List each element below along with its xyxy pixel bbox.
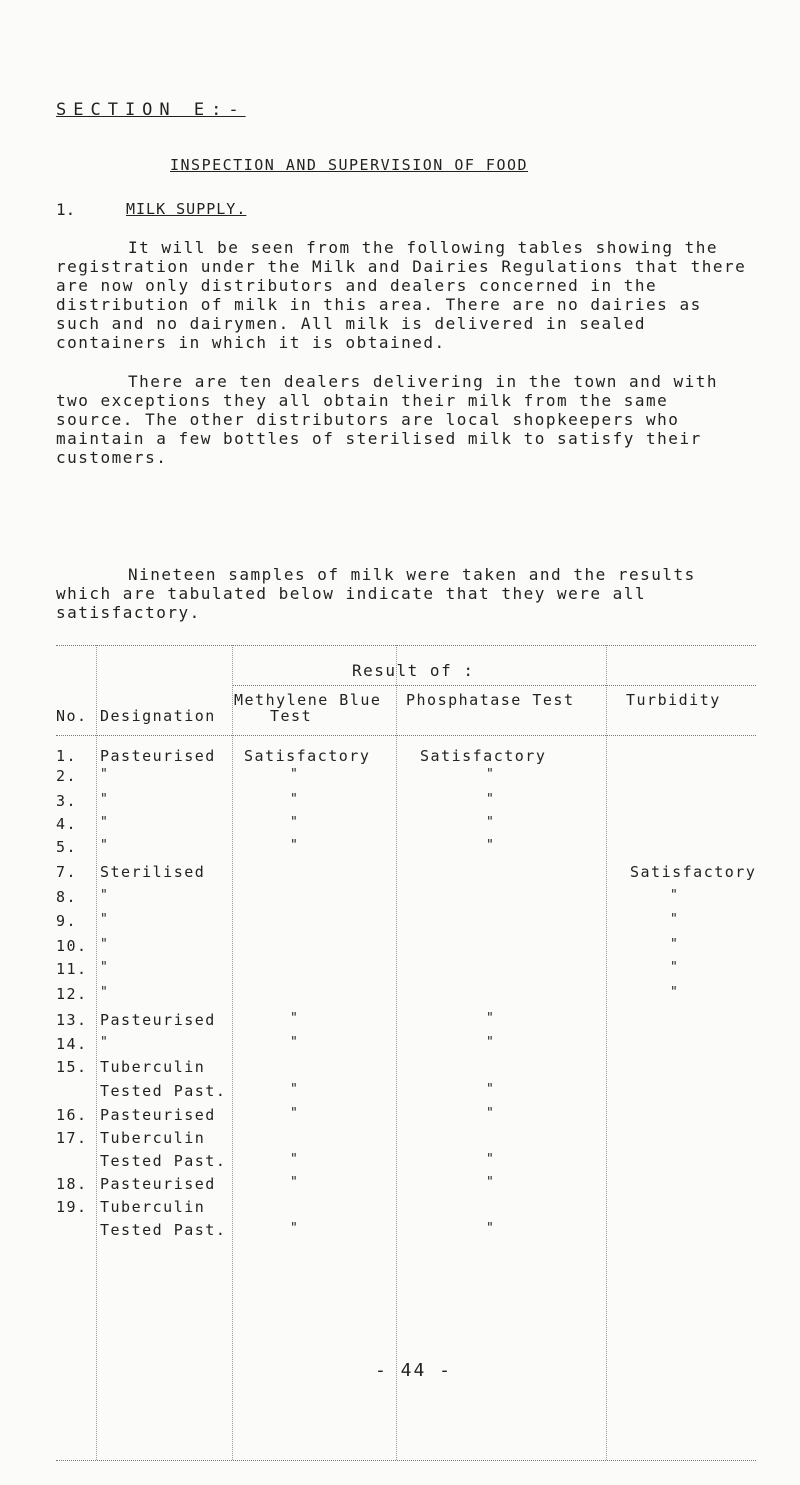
- table-cell-methylene: ": [290, 1035, 300, 1050]
- milk-results-table: [56, 645, 756, 1485]
- table-cell-designation: Pasteurised: [100, 747, 216, 765]
- table-cell-designation: ": [100, 838, 110, 853]
- table-cell-no: 18.: [56, 1175, 88, 1193]
- table-cell-phosphatase: ": [486, 767, 496, 782]
- section-label: SECTION E:-: [56, 100, 246, 120]
- table-cell-phosphatase: ": [486, 1152, 496, 1167]
- column-divider: [606, 645, 607, 1460]
- table-cell-no: 15.: [56, 1058, 88, 1076]
- table-cell-designation: ": [100, 1035, 110, 1050]
- table-cell-designation: Tuberculin: [100, 1129, 206, 1147]
- table-cell-methylene: ": [290, 1106, 300, 1121]
- table-cell-no: 1.: [56, 747, 78, 765]
- table-cell-designation: Tested Past.: [100, 1082, 227, 1100]
- paragraph-samples: Nineteen samples of milk were taken and the results which are tabulated below indicate that they were all satisfactory.: [56, 565, 696, 622]
- table-cell-no: 11.: [56, 960, 88, 978]
- table-cell-phosphatase: ": [486, 1106, 496, 1121]
- table-cell-designation: ": [100, 792, 110, 807]
- table-cell-designation: Pasteurised: [100, 1106, 216, 1124]
- col-header-phosphatase: Phosphatase Test: [406, 691, 575, 709]
- group-header-rule: [232, 685, 756, 686]
- table-cell-designation: Pasteurised: [100, 1175, 216, 1193]
- table-cell-phosphatase: ": [486, 1175, 496, 1190]
- table-cell-phosphatase: ": [486, 815, 496, 830]
- table-cell-designation: Pasteurised: [100, 1011, 216, 1029]
- table-cell-no: 17.: [56, 1129, 88, 1147]
- table-cell-phosphatase: ": [486, 1221, 496, 1236]
- table-cell-methylene: ": [290, 815, 300, 830]
- table-cell-turbidity: ": [670, 960, 680, 975]
- table-cell-no: 7.: [56, 863, 78, 881]
- table-cell-no: 9.: [56, 912, 78, 930]
- table-cell-designation: ": [100, 985, 110, 1000]
- table-cell-turbidity: Satisfactory: [630, 863, 757, 881]
- table-cell-turbidity: ": [670, 937, 680, 952]
- table-cell-methylene: ": [290, 767, 300, 782]
- table-cell-no: 8.: [56, 888, 78, 906]
- col-header-designation: Designation: [100, 707, 216, 725]
- table-bottom-rule: [56, 1460, 756, 1461]
- table-cell-methylene: ": [290, 792, 300, 807]
- table-cell-no: 5.: [56, 838, 78, 856]
- table-cell-designation: Tuberculin: [100, 1058, 206, 1076]
- table-cell-designation: ": [100, 937, 110, 952]
- table-cell-methylene: ": [290, 1175, 300, 1190]
- table-cell-no: 16.: [56, 1106, 88, 1124]
- table-cell-methylene: ": [290, 1152, 300, 1167]
- table-cell-designation: Tested Past.: [100, 1152, 227, 1170]
- header-bottom-rule: [56, 735, 756, 736]
- table-cell-methylene: ": [290, 1221, 300, 1236]
- col-header-no: No.: [56, 707, 88, 725]
- table-cell-phosphatase: ": [486, 1035, 496, 1050]
- group-header-result: Result of :: [352, 661, 475, 680]
- table-cell-no: 14.: [56, 1035, 88, 1053]
- section-heading: INSPECTION AND SUPERVISION OF FOOD: [170, 156, 529, 174]
- column-divider: [396, 645, 397, 1460]
- table-cell-designation: ": [100, 888, 110, 903]
- table-cell-phosphatase: ": [486, 792, 496, 807]
- column-divider: [96, 645, 97, 1460]
- table-cell-no: 12.: [56, 985, 88, 1003]
- table-cell-phosphatase: Satisfactory: [420, 747, 547, 765]
- col-header-methylene-line2: Test: [270, 707, 313, 725]
- table-cell-methylene: ": [290, 838, 300, 853]
- table-cell-phosphatase: ": [486, 1082, 496, 1097]
- subsection-number: 1.: [56, 200, 76, 219]
- table-cell-no: 19.: [56, 1198, 88, 1216]
- page-number: - 44 -: [375, 1360, 453, 1381]
- table-cell-methylene: ": [290, 1011, 300, 1026]
- table-cell-turbidity: ": [670, 912, 680, 927]
- table-cell-designation: ": [100, 912, 110, 927]
- table-cell-turbidity: ": [670, 985, 680, 1000]
- table-cell-phosphatase: ": [486, 1011, 496, 1026]
- table-cell-methylene: ": [290, 1082, 300, 1097]
- table-cell-no: 2.: [56, 767, 78, 785]
- table-cell-methylene: Satisfactory: [244, 747, 371, 765]
- table-cell-no: 13.: [56, 1011, 88, 1029]
- paragraph-dealers: There are ten dealers delivering in the town and with two exceptions they all obtain their milk from the same source. The other distributors are local shopkeepers who maintain a few bottles of sterilised milk to satisfy their customers.: [56, 372, 719, 467]
- table-cell-designation: ": [100, 815, 110, 830]
- table-cell-turbidity: ": [670, 888, 680, 903]
- col-header-methylene-line1: Methylene Blue: [234, 691, 382, 709]
- table-top-rule: [56, 645, 756, 646]
- table-cell-phosphatase: ": [486, 838, 496, 853]
- table-cell-no: 10.: [56, 937, 88, 955]
- paragraph-registration: It will be seen from the following tables showing the registration under the Milk and Dairies Regulations that there are now only distributors and dealers concerned in the distribution of milk in this area. There are no dairies as such and no dairymen. All milk is delivered in sealed containers in which it is obtained.: [56, 238, 747, 352]
- subsection-title: MILK SUPPLY.: [126, 200, 247, 218]
- table-cell-no: 3.: [56, 792, 78, 810]
- column-divider: [232, 645, 233, 1460]
- table-cell-designation: Tuberculin: [100, 1198, 206, 1216]
- table-cell-designation: Tested Past.: [100, 1221, 227, 1239]
- table-cell-designation: Sterilised: [100, 863, 206, 881]
- col-header-turbidity: Turbidity: [626, 691, 721, 709]
- table-cell-designation: ": [100, 960, 110, 975]
- table-cell-designation: ": [100, 767, 110, 782]
- table-cell-no: 4.: [56, 815, 78, 833]
